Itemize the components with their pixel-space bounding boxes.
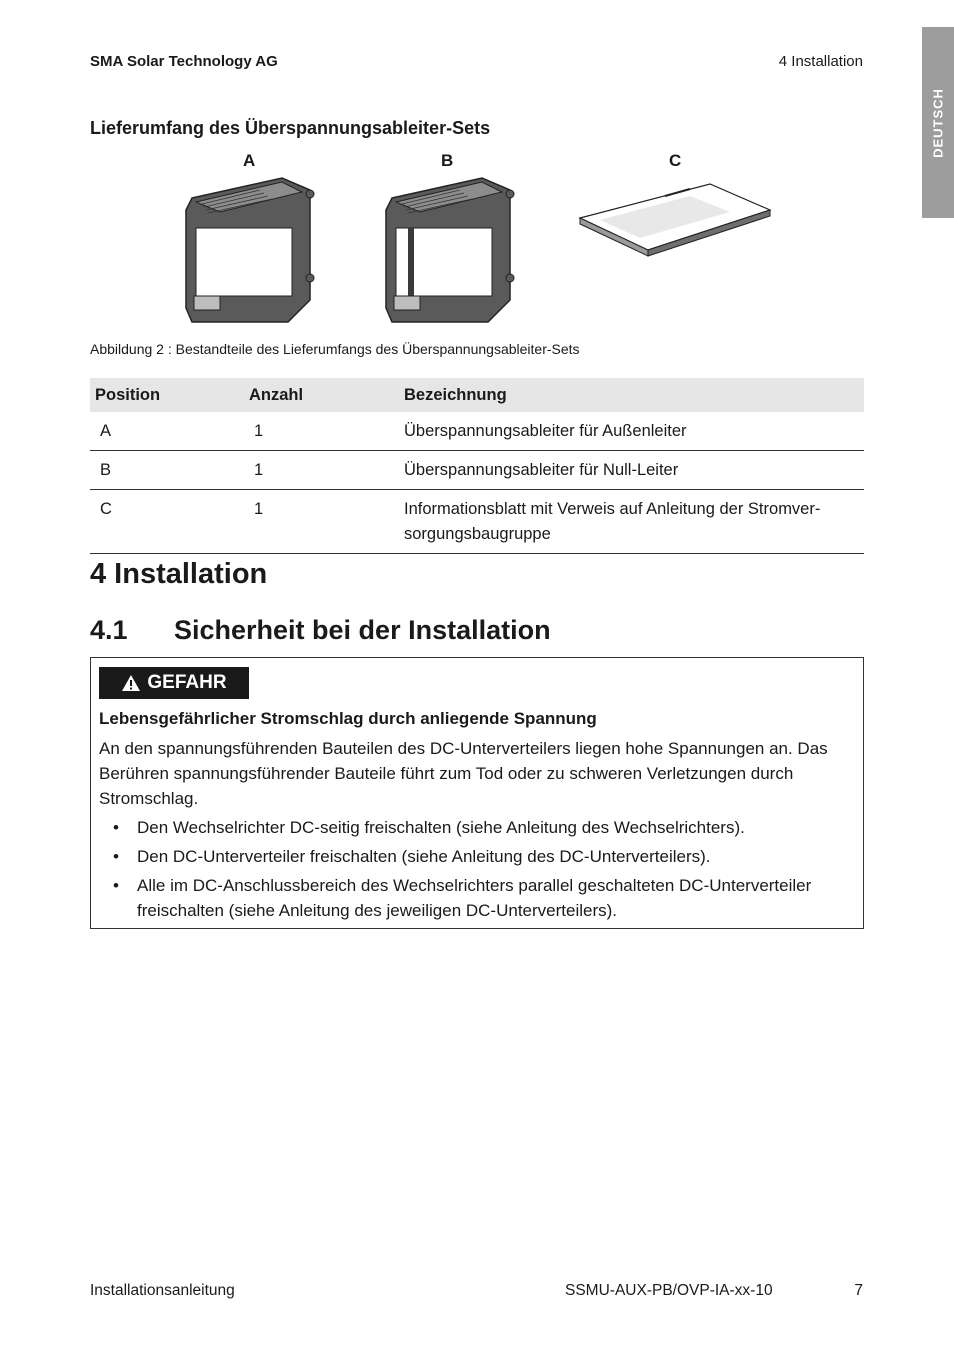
figure-label-a: A bbox=[243, 151, 256, 170]
surge-arrester-a-image bbox=[186, 178, 314, 322]
cell-position: C bbox=[90, 490, 244, 554]
footer-doc-type: Installationsanleitung bbox=[90, 1282, 235, 1299]
column-header-count: Anzahl bbox=[244, 378, 399, 412]
scope-figure bbox=[170, 170, 780, 330]
cell-position: B bbox=[90, 451, 244, 490]
table-row bbox=[90, 412, 864, 451]
column-header-position: Position bbox=[90, 378, 244, 412]
section-number: 4.1 bbox=[90, 615, 128, 645]
scope-table bbox=[90, 378, 864, 554]
column-header-description: Bezeichnung bbox=[399, 378, 864, 412]
surge-arrester-b-image bbox=[386, 178, 514, 322]
measure-text: Alle im DC-Anschlussbereich des Wechselrichters parallel geschalteten DC-Unterverteiler freischalten (siehe Anleitung des jeweiligen DC-Unterverteilers). bbox=[137, 876, 812, 920]
list-item: • Alle im DC-Anschlussbereich des Wechselrichters parallel geschalteten DC-Unterverteiler freischalten (siehe Anleitung des jeweiligen DC-Unterverteilers). bbox=[113, 876, 812, 920]
section-title-text: Sicherheit bei der Installation bbox=[174, 615, 551, 645]
list-item: • Den Wechselrichter DC-seitig freischalten (siehe Anleitung des Wechselrichters). bbox=[113, 818, 745, 837]
danger-description: An den spannungsführenden Bauteilen des DC-Unterverteilers liegen hohe Spannungen an. Das Berühren spannungsführender Bauteile führt zum Tod oder zu schweren Verletzungen durch Stromschlag. bbox=[99, 739, 828, 808]
cell-count: 1 bbox=[244, 412, 399, 451]
section-title bbox=[90, 615, 551, 646]
footer-doc-id: SSMU-AUX-PB/OVP-IA-xx-10 bbox=[565, 1282, 773, 1299]
header-chapter-ref: 4 Installation bbox=[778, 53, 863, 70]
table-row bbox=[90, 451, 864, 490]
danger-title: Lebensgefährlicher Stromschlag durch anliegende Spannung bbox=[99, 709, 597, 728]
language-side-tab bbox=[922, 27, 954, 218]
cell-count: 1 bbox=[244, 490, 399, 554]
list-item: • Den DC-Unterverteiler freischalten (siehe Anleitung des DC-Unterverteilers). bbox=[113, 847, 711, 866]
table-row bbox=[90, 490, 864, 554]
footer-page-number: 7 bbox=[854, 1282, 863, 1299]
header-company: SMA Solar Technology AG bbox=[90, 53, 278, 70]
measure-text: Den DC-Unterverteiler freischalten (siehe Anleitung des DC-Unterverteilers). bbox=[137, 847, 711, 866]
warning-triangle-icon bbox=[121, 674, 141, 692]
cell-description: Überspannungsableiter für Null-Leiter bbox=[399, 451, 864, 490]
danger-notice bbox=[90, 657, 864, 929]
cell-description: Informationsblatt mit Verweis auf Anleitung der Stromver-sorgungsbaugruppe bbox=[399, 490, 864, 554]
danger-measures-list bbox=[99, 815, 839, 927]
cell-description: Überspannungsableiter für Außenleiter bbox=[399, 412, 864, 451]
figure-label-b: B bbox=[441, 151, 454, 170]
side-tab-label: DEUTSCH bbox=[930, 87, 946, 158]
chapter-title: 4 Installation bbox=[90, 558, 268, 590]
table-header-row bbox=[90, 378, 864, 412]
figure-label-c: C bbox=[669, 151, 682, 170]
danger-badge bbox=[99, 667, 249, 699]
measure-text: Den Wechselrichter DC-seitig freischalten (siehe Anleitung des Wechselrichters). bbox=[137, 818, 745, 837]
danger-badge-label: GEFAHR bbox=[147, 672, 227, 693]
figure-caption: Abbildung 2 : Bestandteile des Lieferumfangs des Überspannungsableiter-Sets bbox=[90, 341, 580, 357]
cell-count: 1 bbox=[244, 451, 399, 490]
cell-position: A bbox=[90, 412, 244, 451]
information-sheet-image bbox=[580, 184, 770, 256]
scope-heading: Lieferumfang des Überspannungsableiter-Sets bbox=[90, 118, 491, 138]
